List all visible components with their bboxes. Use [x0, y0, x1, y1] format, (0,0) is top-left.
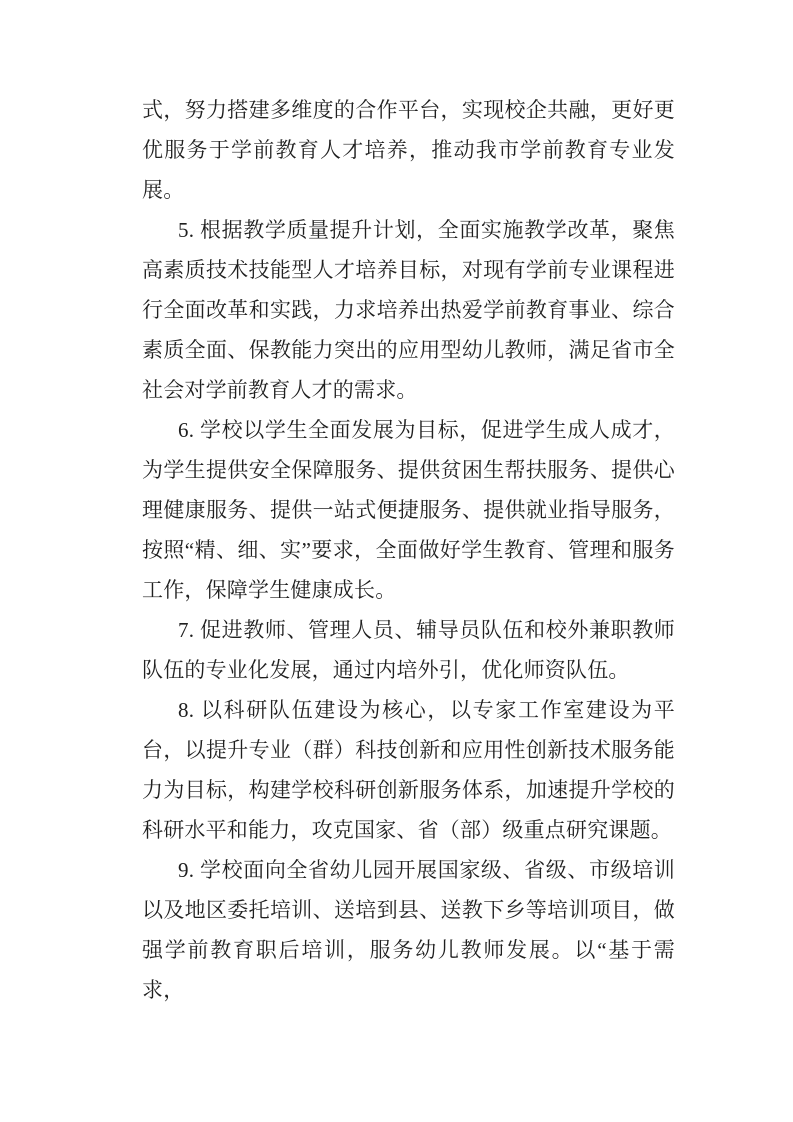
paragraph-item-8: 8. 以科研队伍建设为核心，以专家工作室建设为平台，以提升专业（群）科技创新和应用性创新技术服务能力为目标，构建学校科研创新服务体系，加速提升学校的科研水平和能力，攻克国家、省（部）级重点研究课题。	[142, 698, 675, 842]
paragraph-continuation: 式，努力搭建多维度的合作平台，实现校企共融，更好更优服务于学前教育人才培养，推动我市学前教育专业发展。	[142, 98, 675, 202]
paragraph-item-7: 7. 促进教师、管理人员、辅导员队伍和校外兼职教师队伍的专业化发展，通过内培外引，优化师资队伍。	[142, 618, 675, 682]
paragraph-item-9: 9. 学校面向全省幼儿园开展国家级、省级、市级培训以及地区委托培训、送培到县、送教下乡等培训项目，做强学前教育职后培训，服务幼儿教师发展。以“基于需求，	[142, 858, 675, 1002]
paragraph-item-6: 6. 学校以学生全面发展为目标，促进学生成人成才，为学生提供安全保障服务、提供贫困生帮扶服务、提供心理健康服务、提供一站式便捷服务、提供就业指导服务，按照“精、细、实”要求，全面做好学生教育、管理和服务工作，保障学生健康成长。	[142, 418, 675, 602]
document-text-block	[142, 90, 675, 1010]
paragraph-item-5: 5. 根据教学质量提升计划，全面实施教学改革，聚焦高素质技术技能型人才培养目标，对现有学前专业课程进行全面改革和实践，力求培养出热爱学前教育事业、综合素质全面、保教能力突出的应用型幼儿教师，满足省市全社会对学前教育人才的需求。	[142, 218, 675, 402]
